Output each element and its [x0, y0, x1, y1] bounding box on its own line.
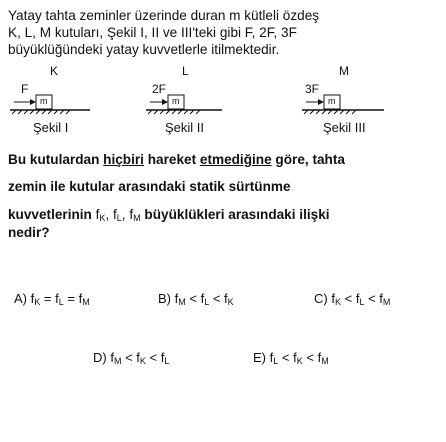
q3-part-b: büyüklükleri arasındaki ilişki — [140, 207, 330, 222]
intro-line-3: büyüklüğündeki yatay kuvvetlerle itilmektedir. — [8, 42, 280, 57]
option-e[interactable]: E) $f_L < f_K < f_M$ — [253, 350, 329, 366]
option-b[interactable]: B) $f_M < f_L < f_K$ — [158, 291, 234, 307]
figure-3-drawing — [0, 0, 446, 160]
q1-part-c: hareket — [143, 152, 200, 167]
q1-part-a: Bu kutulardan — [8, 152, 104, 167]
force-label-2f: 2F — [152, 82, 167, 96]
question-line-3 — [8, 207, 330, 226]
q1-hicbiri: hiçbiri — [103, 152, 144, 167]
q3-part-a: kuvvetlerinin — [8, 207, 92, 222]
mass-label-2: m — [172, 96, 180, 106]
q1-part-e: göre, tahta — [271, 152, 345, 167]
option-a[interactable]: A) $f_K = f_L = f_M$ — [14, 291, 90, 307]
caption-figure-3: Şekil III — [323, 120, 366, 135]
box-label-m: M — [339, 64, 349, 78]
q1-etmedigine: etmediğine — [199, 152, 272, 167]
box-label-k: K — [50, 64, 59, 78]
force-label-3f: 3F — [305, 82, 320, 96]
question-line-1 — [8, 152, 345, 168]
force-label-f: F — [21, 82, 29, 96]
question-line-2: zemin ile kutular arasındaki statik sürtünme — [8, 179, 291, 194]
caption-figure-1: Şekil I — [33, 120, 69, 135]
question-line-4: nedir? — [8, 225, 50, 240]
caption-figure-2: Şekil II — [165, 120, 205, 135]
box-label-l: L — [182, 64, 189, 78]
intro-line-2: K, L, M kutuları, Şekil I, II ve III'teki gibi F, 2F, 3F — [8, 25, 297, 40]
q3-friction-symbols: $f_K$, $f_L$, $f_M$ — [95, 207, 141, 223]
intro-line-1: Yatay tahta zeminler üzerinde duran m kütleli özdeş — [8, 8, 320, 23]
mass-label-1: m — [40, 96, 48, 106]
option-d[interactable]: D) $f_M < f_K < f_L$ — [93, 350, 170, 366]
mass-label-3: m — [328, 96, 336, 106]
option-c[interactable]: C) $f_K < f_L < f_M$ — [314, 291, 391, 307]
